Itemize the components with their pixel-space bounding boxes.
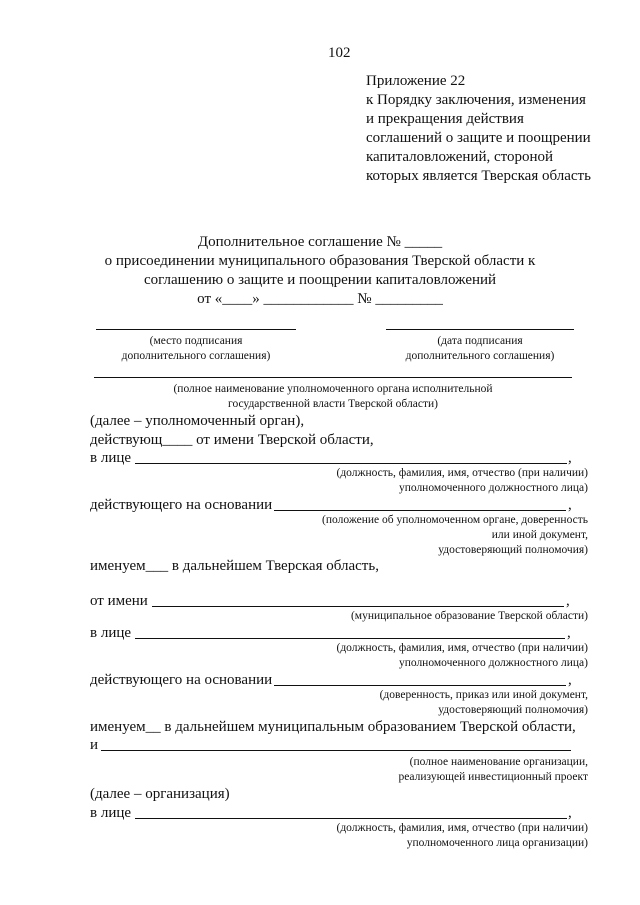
basis-line	[274, 685, 566, 686]
and-label: и	[90, 737, 99, 753]
date-caption: дополнительного соглашения)	[405, 350, 555, 362]
title-line: от «____» ____________ № _________	[197, 291, 443, 307]
on-behalf-label: от имени	[90, 593, 148, 609]
appendix-line: капиталовложений, стороной	[366, 149, 554, 165]
organ-caption: государственной власти Тверской области)	[228, 398, 438, 410]
person-line	[135, 463, 567, 464]
appendix-line: соглашений о защите и поощрении	[366, 130, 591, 146]
person-line	[135, 638, 565, 639]
in-person-label: в лице	[90, 625, 132, 641]
place-caption: дополнительного соглашения)	[121, 350, 271, 362]
appendix-line: и прекращения действия	[366, 111, 524, 127]
comma: ,	[568, 450, 572, 466]
in-person-label: в лице	[90, 805, 132, 821]
date-line	[386, 329, 574, 330]
basis-caption: удостоверяющий полномочия)	[438, 544, 588, 556]
organ-text: (далее – уполномоченный орган),	[90, 413, 305, 429]
appendix-line: Приложение 22	[366, 73, 466, 89]
page-number: 102	[328, 45, 351, 61]
appendix-line: к Порядку заключения, изменения	[366, 92, 586, 108]
basis-label: действующего на основании	[90, 672, 273, 688]
person-caption: (должность, фамилия, имя, отчество (при наличии)	[336, 467, 588, 479]
basis-caption: (доверенность, приказ или иной документ,	[379, 689, 588, 701]
basis-line	[274, 510, 566, 511]
organization-caption: реализующей инвестиционный проект	[398, 771, 588, 783]
comma: ,	[568, 805, 572, 821]
organ-text: действующ____ от имени Тверской области,	[90, 432, 374, 448]
in-person-label: в лице	[90, 450, 132, 466]
person-caption: уполномоченного должностного лица)	[398, 657, 588, 669]
named-text: именуем___ в дальнейшем Тверская область,	[90, 558, 379, 574]
municipality-caption: (муниципальное образование Тверской области)	[350, 610, 588, 622]
organization-caption: (полное наименование организации,	[409, 756, 588, 768]
person-line	[135, 818, 567, 819]
place-caption: (место подписания	[149, 335, 243, 347]
organ-caption: (полное наименование уполномоченного органа исполнительной	[173, 383, 493, 395]
person-caption: (должность, фамилия, имя, отчество (при наличии)	[336, 642, 588, 654]
comma: ,	[568, 672, 572, 688]
comma: ,	[567, 625, 571, 641]
title-line: Дополнительное соглашение № _____	[197, 234, 443, 250]
place-line	[96, 329, 296, 330]
title-line: о присоединении муниципального образования Тверской области к	[104, 253, 536, 269]
appendix-line: которых является Тверская область	[366, 168, 591, 184]
title-line: соглашению о защите и поощрении капиталовложений	[143, 272, 497, 288]
comma: ,	[568, 497, 572, 513]
basis-caption: (положение об уполномоченном органе, доверенность	[322, 514, 588, 526]
organization-line	[101, 750, 571, 751]
organization-text: (далее – организация)	[90, 786, 230, 802]
person-caption: (должность, фамилия, имя, отчество (при наличии)	[336, 822, 588, 834]
person-caption: уполномоченного должностного лица)	[398, 482, 588, 494]
named-text: именуем__ в дальнейшем муниципальным образованием Тверской области,	[90, 719, 576, 735]
person-caption: уполномоченного лица организации)	[406, 837, 588, 849]
municipality-line	[152, 606, 564, 607]
basis-caption: или иной документ,	[491, 529, 588, 541]
date-caption: (дата подписания	[437, 335, 523, 347]
organ-name-line	[94, 377, 572, 378]
basis-label: действующего на основании	[90, 497, 273, 513]
basis-caption: удостоверяющий полномочия)	[438, 704, 588, 716]
comma: ,	[566, 593, 570, 609]
